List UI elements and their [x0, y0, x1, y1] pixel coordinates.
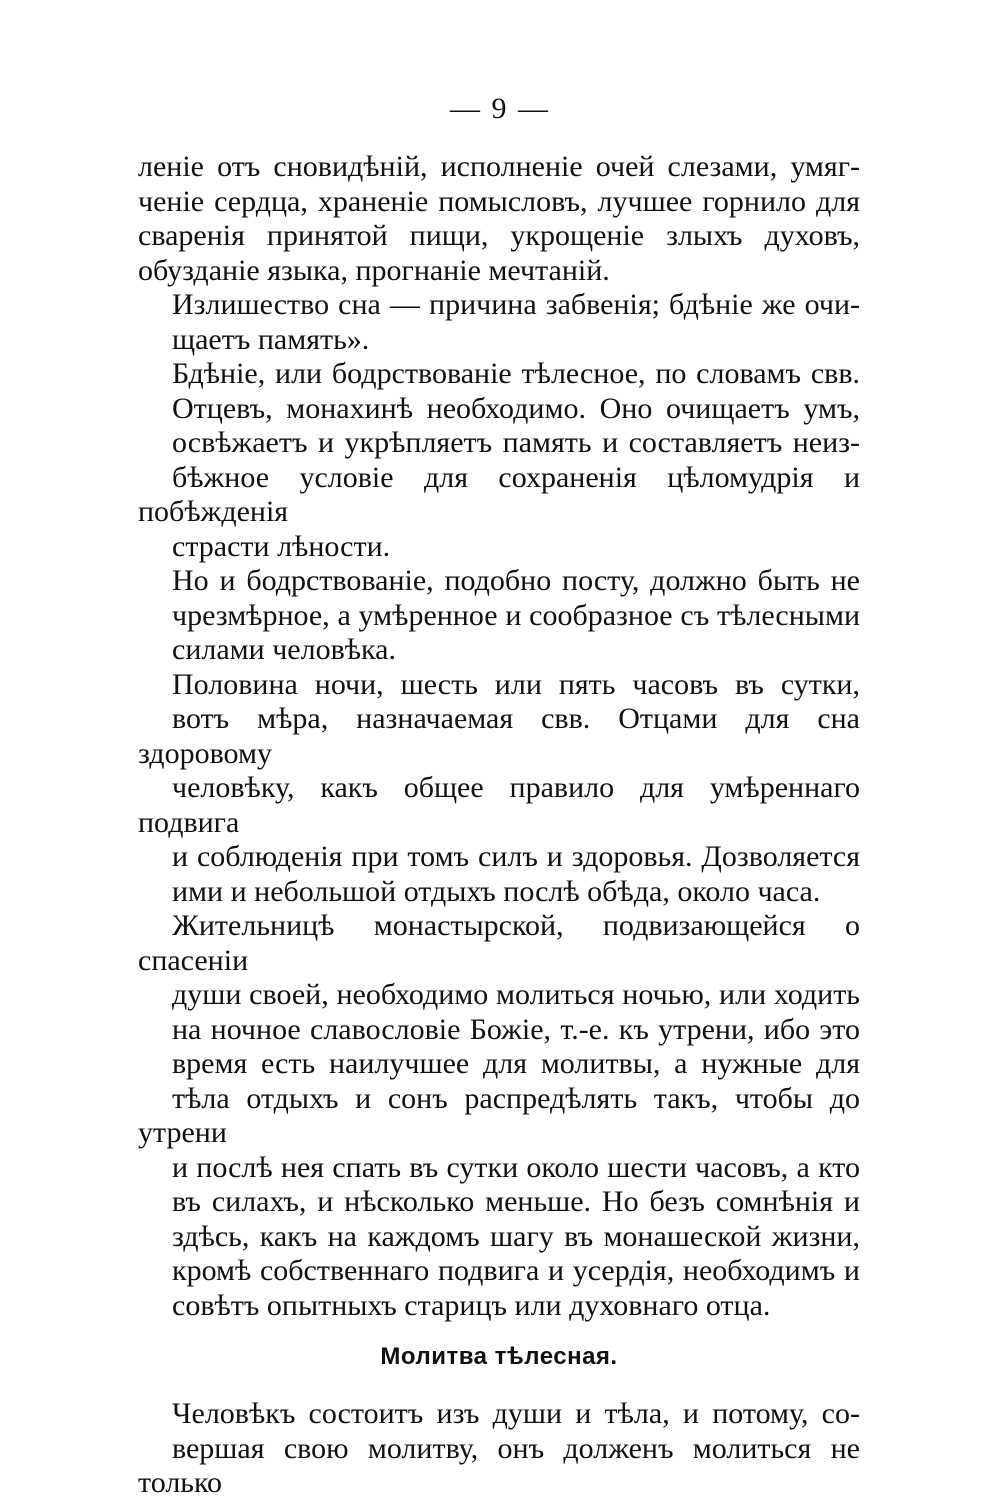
text-line: человѣку, какъ общее правило для умѣреннаго подвига — [138, 771, 860, 839]
body-text — [138, 150, 860, 1501]
text-line: на ночное славословіе Божіе, т.-е. къ утрени, ибо это — [172, 1012, 860, 1046]
paragraph-2 — [138, 288, 860, 357]
text-line: Отцевъ, монахинѣ необходимо. Оно очищаетъ умъ, — [172, 391, 860, 425]
section-paragraph-1 — [138, 1397, 860, 1501]
text-line: и послѣ нея спать въ сутки около шести часовъ, а кто — [172, 1150, 860, 1184]
text-line: въ силахъ, и нѣсколько меньше. Но безъ сомнѣнія и — [172, 1185, 860, 1218]
text-line: страсти лѣности. — [172, 529, 391, 563]
text-line: души своей, необходимо молиться ночью, или ходить — [172, 978, 860, 1011]
paragraph-1 — [138, 150, 860, 288]
text-line: леніе отъ сновидѣній, исполненіе очей слезами, умяг- — [138, 150, 860, 183]
paragraph-4 — [138, 564, 860, 668]
text-line: ими и небольшой отдыхъ послѣ обѣда, около часа. — [172, 874, 821, 908]
text-line: совѣтъ опытныхъ старицъ или духовнаго отца. — [172, 1288, 771, 1322]
text-line: щаетъ память». — [172, 322, 370, 356]
text-line: Половина ночи, шесть или пять часовъ въ сутки, — [172, 667, 860, 701]
section-heading: Молитва тѣлесная. — [380, 1343, 618, 1370]
text-line: Жительницѣ монастырской, подвизающейся о спасеніи — [138, 909, 860, 977]
text-line: тѣла отдыхъ и сонъ распредѣлять такъ, чтобы до утрени — [138, 1081, 860, 1149]
text-line: Бдѣніе, или бодрствованіе тѣлесное, по словамъ свв. — [172, 357, 860, 390]
text-line: время есть наилучшее для молитвы, а нужные для — [172, 1047, 860, 1080]
text-line: чрезмѣрное, а умѣренное и сообразное съ тѣлесными — [172, 598, 860, 632]
text-line: здѣсь, какъ на каждомъ шагу въ монашеской жизни, — [172, 1219, 860, 1253]
text-line: силами человѣка. — [172, 633, 396, 666]
paragraph-6 — [138, 909, 860, 1323]
text-line: Но и бодрствованіе, подобно посту, должно быть не — [172, 564, 860, 597]
text-line: кромѣ собственнаго подвига и усердія, необходимъ и — [172, 1254, 860, 1287]
text-line: ченіе сердца, храненіе помысловъ, лучшее горнило для — [138, 184, 860, 218]
text-line: Излишество сна — причина забвенія; бдѣніе же очи- — [172, 288, 860, 321]
text-line: обузданіе языка, прогнаніе мечтаній. — [138, 253, 610, 287]
paragraph-5 — [138, 668, 860, 910]
text-line: сваренія принятой пищи, укрощеніе злыхъ духовъ, — [138, 219, 860, 252]
text-line: вершая свою молитву, онъ долженъ молиться не только — [138, 1431, 860, 1499]
text-line: и соблюденія при томъ силъ и здоровья. Дозволяется — [172, 840, 860, 873]
text-line: вотъ мѣра, назначаемая свв. Отцами для сна здоровому — [138, 702, 860, 770]
paragraph-3 — [138, 357, 860, 564]
page-number: — 9 — — [450, 92, 550, 125]
text-line: освѣжаетъ и укрѣпляетъ память и составляетъ неиз- — [172, 426, 860, 459]
text-line: Человѣкъ состоитъ изъ души и тѣла, и потому, со- — [172, 1397, 860, 1430]
text-line: бѣжное условіе для сохраненія цѣломудрія и побѣжденія — [138, 460, 860, 528]
